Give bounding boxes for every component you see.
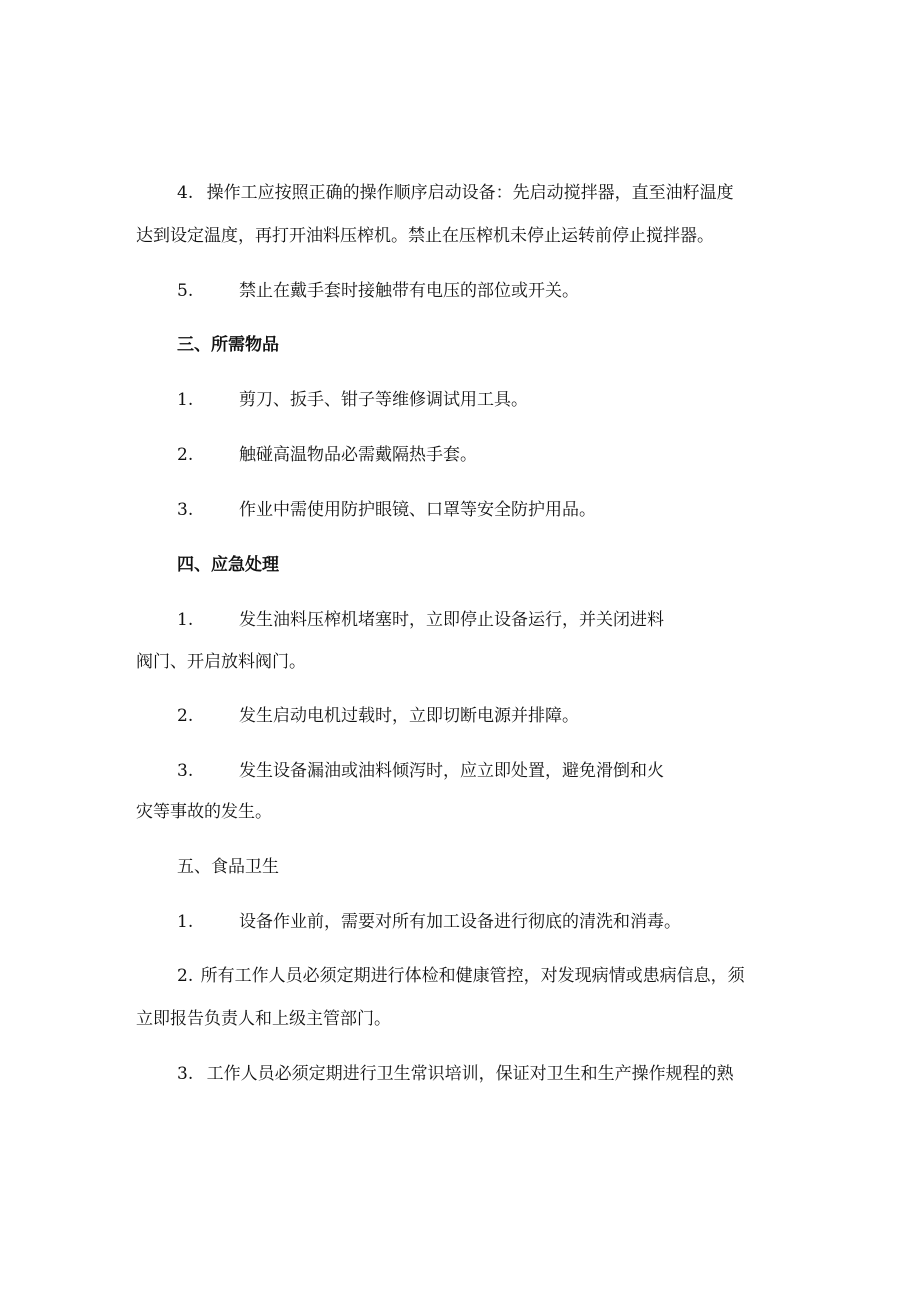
section-3-item-3-text: 作业中需使用防护眼镜、口罩等安全防护用品。 bbox=[239, 500, 596, 520]
section-5-item-2-number: 2. bbox=[177, 966, 194, 986]
section-4-item-1-line-1: 发生油料压榨机堵塞时，立即停止设备运行，并关闭进料 bbox=[239, 610, 664, 630]
section-4-heading: 四、应急处理 bbox=[177, 555, 279, 575]
section-3-heading: 三、所需物品 bbox=[177, 335, 279, 355]
section-3-item-1-number: 1. bbox=[177, 390, 194, 410]
item-5-number: 5. bbox=[177, 281, 194, 301]
section-5-item-1-line-1: 设备作业前，需要对所有加工设备进行彻底的清洗和消毒。 bbox=[239, 912, 681, 932]
section-3-item-2-number: 2. bbox=[177, 445, 194, 465]
section-5-item-3-line-1 bbox=[177, 1062, 734, 1086]
section-5-item-1-number: 1. bbox=[177, 912, 194, 932]
item-4-number: 4. bbox=[177, 183, 194, 203]
section-5-item-2-line-1 bbox=[177, 964, 745, 988]
section-4-item-1-line-2: 阀门、开启放料阀门。 bbox=[136, 652, 306, 672]
item-5-text: 禁止在戴手套时接触带有电压的部位或开关。 bbox=[239, 281, 579, 301]
section-3-item-1-text: 剪刀、扳手、钳子等维修调试用工具。 bbox=[239, 390, 528, 410]
section-3-item-2-text: 触碰高温物品必需戴隔热手套。 bbox=[239, 445, 477, 465]
section-4-item-1-number: 1. bbox=[177, 610, 194, 630]
section-5-item-2-line-2: 立即报告负责人和上级主管部门。 bbox=[136, 1009, 391, 1029]
section-4-item-3-number: 3. bbox=[177, 761, 194, 781]
section-5-heading: 五、食品卫生 bbox=[177, 857, 279, 877]
section-4-item-2-number: 2. bbox=[177, 706, 194, 726]
section-4-item-3-line-1: 发生设备漏油或油料倾泻时，应立即处置，避免滑倒和火 bbox=[239, 761, 664, 781]
section-5-item-3-text-line-1: 工作人员必须定期进行卫生常识培训，保证对卫生和生产操作规程的熟 bbox=[206, 1064, 734, 1084]
section-4-item-3-line-2: 灾等事故的发生。 bbox=[136, 802, 272, 822]
section-4-item-2-line-1: 发生启动电机过载时，立即切断电源并排障。 bbox=[239, 706, 579, 726]
item-4-line-2: 达到设定温度，再打开油料压榨机。禁止在压榨机未停止运转前停止搅拌器。 bbox=[136, 226, 714, 246]
section-5-item-3-number: 3. bbox=[177, 1064, 194, 1084]
section-3-item-3-number: 3. bbox=[177, 500, 194, 520]
item-4-line-1 bbox=[177, 181, 734, 205]
section-5-item-2-text-line-1: 所有工作人员必须定期进行体检和健康管控，对发现病情或患病信息，须 bbox=[200, 966, 745, 986]
item-4-text-line-1: 操作工应按照正确的操作顺序启动设备：先启动搅拌器，直至油籽温度 bbox=[206, 183, 734, 203]
